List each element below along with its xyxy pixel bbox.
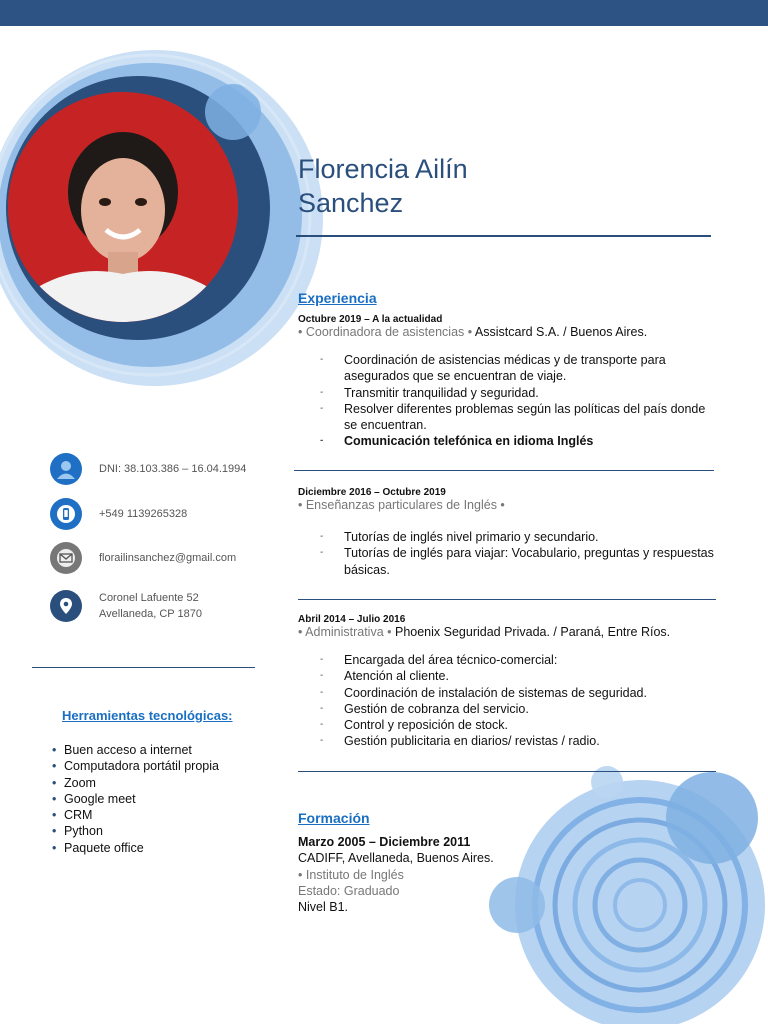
job-1 — [298, 314, 718, 450]
mail-icon — [50, 542, 82, 574]
job-tasks — [298, 529, 718, 578]
list-item: - Transmitir tranquilidad y seguridad. — [298, 385, 718, 401]
phone-icon — [50, 498, 82, 530]
name-last-line: Sanchez — [298, 188, 404, 218]
job-date: Abril 2014 – Julio 2016 — [298, 614, 406, 625]
person-illustration — [8, 92, 238, 322]
user-icon — [50, 453, 82, 485]
education-status: Estado: Graduado — [298, 883, 400, 898]
list-item: - Coordinación de asistencias médicas y de transporte para asegurados que se encuentran de viaje. — [298, 352, 718, 385]
education-title: Formación — [298, 810, 370, 826]
education-date: Marzo 2005 – Diciembre 2011 — [298, 835, 471, 849]
list-item: - Tutorías de inglés para viajar: Vocabulario, preguntas y respuestas básicas. — [298, 545, 718, 578]
address-text — [99, 590, 202, 622]
list-item: - Coordinación de instalación de sistemas de seguridad. — [298, 685, 718, 701]
contact-address — [50, 590, 202, 622]
education-program: • Instituto de Inglés — [298, 867, 404, 882]
list-item: • Buen acceso a internet — [52, 742, 219, 758]
contact-dni — [50, 453, 246, 485]
tools-list — [52, 742, 219, 856]
list-item: - Resolver diferentes problemas según las políticas del país donde se encuentran. — [298, 401, 718, 434]
list-item: • Zoom — [52, 775, 219, 791]
list-item: • Google meet — [52, 791, 219, 807]
education-level: Nivel B1. — [298, 900, 349, 915]
job-tasks — [298, 352, 718, 450]
job-role-line — [298, 325, 718, 339]
job-2 — [298, 487, 718, 578]
education-block — [298, 834, 494, 915]
job-company: Phoenix Seguridad Privada. / Paraná, Entre Ríos. — [391, 625, 671, 639]
name-first-line: Florencia Ailín — [298, 154, 468, 184]
job-tasks — [298, 652, 718, 750]
list-item: • Computadora portátil propia — [52, 758, 219, 774]
name-divider — [296, 235, 711, 237]
list-item: - Gestión publicitaria en diarios/ revistas / radio. — [298, 733, 718, 749]
list-item: - Control y reposición de stock. — [298, 717, 718, 733]
job-3 — [298, 614, 718, 750]
contact-phone — [50, 498, 187, 530]
list-item: • Python — [52, 823, 219, 839]
job-role-line — [298, 498, 718, 512]
profile-photo — [8, 92, 238, 322]
section-divider — [298, 771, 716, 772]
contact-email — [50, 542, 236, 574]
tools-title: Herramientas tecnológicas: — [62, 708, 233, 723]
dni-text: DNI: 38.103.386 – 16.04.1994 — [99, 463, 247, 475]
job-role: • Coordinadora de asistencias • — [298, 325, 473, 339]
location-icon — [50, 590, 82, 622]
list-item: • Paquete office — [52, 840, 219, 856]
job-date: Diciembre 2016 – Octubre 2019 — [298, 487, 446, 498]
list-item: - Comunicación telefónica en idioma Inglés — [298, 433, 718, 449]
email-text[interactable]: florailinsanchez@gmail.com — [99, 552, 237, 564]
section-divider — [294, 470, 714, 471]
section-divider — [298, 599, 716, 600]
education-school: CADIFF, Avellaneda, Buenos Aires. — [298, 851, 494, 866]
list-item: - Tutorías de inglés nivel primario y secundario. — [298, 529, 718, 545]
job-role: • Administrativa • — [298, 625, 392, 639]
list-item: • CRM — [52, 807, 219, 823]
job-role-line — [298, 625, 718, 639]
list-item: - Encargada del área técnico-comercial: — [298, 652, 718, 668]
job-company: Assistcard S.A. / Buenos Aires. — [472, 325, 648, 339]
phone-text: +549 1139265328 — [99, 508, 188, 520]
list-item: - Atención al cliente. — [298, 668, 718, 684]
address-line-1: Coronel Lafuente 52 — [99, 592, 199, 604]
job-date: Octubre 2019 – A la actualidad — [298, 314, 443, 325]
left-divider — [32, 667, 255, 668]
person-name — [298, 152, 468, 220]
list-item: - Gestión de cobranza del servicio. — [298, 701, 718, 717]
address-line-2: Avellaneda, CP 1870 — [99, 608, 202, 620]
job-role: • Enseñanzas particulares de Inglés • — [298, 498, 505, 512]
experience-title: Experiencia — [298, 290, 377, 306]
